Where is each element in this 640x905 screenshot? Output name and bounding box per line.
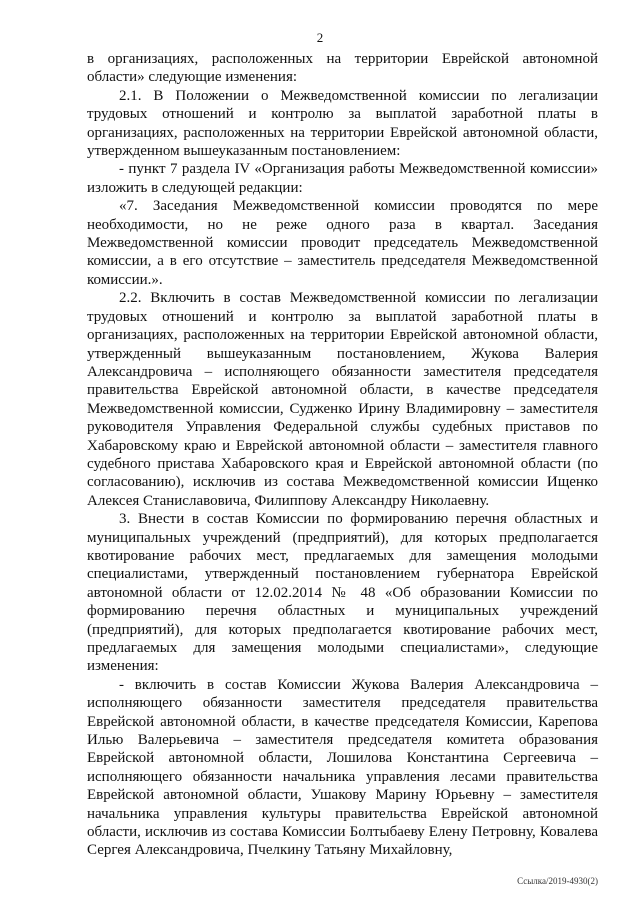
paragraph-2-2: 2.2. Включить в состав Межведомственной комиссии по легализации трудовых отношений и контролю за выплатой заработной платы в организациях, расположенных на территории Еврейской автономной области, утвержденный вышеуказанным постановлением, Жукова Валерия Александровича – исполняющего обязанности заместителя председателя правительства Еврейской автономной области, в качестве председателя Межведомственной комиссии, Судженко Ирину Владимировну – заместителя руководителя Управления Федеральной службы судебных приставов по Хабаровскому краю и Еврейской автономной области – заместителя главного судебного пристава Хабаровского края и Еврейской автономной области (по согласованию), исключив из состава Межведомственной комиссии Ищенко Алексея Станиславовича, Филиппову Александру Николаевну. [87, 290, 598, 509]
paragraph-3: 3. Внести в состав Комиссии по формированию перечня областных и муниципальных учреждений (предприятий), для которых предполагается квотирование рабочих мест, предлагаемых для замещения молодыми специалистами, утвержденный постановлением губернатора Еврейской автономной области от 12.02.2014 № 48 «Об образовании Комиссии по формированию перечня областных и муниципальных учреждений (предприятий), для которых предполагается квотирование рабочих мест, предлагаемых для замещения молодыми специалистами», следующие изменения: [87, 511, 598, 675]
paragraph-2-1: 2.1. В Положении о Межведомственной комиссии по легализации трудовых отношений и контролю за выплатой заработной платы в организациях, расположенных на территории Еврейской автономной области, утвержденном вышеуказанным постановлением: [87, 87, 598, 160]
paragraph-intro: в организациях, расположенных на территории Еврейской автономной области» следующие изменения: [87, 51, 598, 86]
paragraph-item-7: - пункт 7 раздела IV «Организация работы Межведомственной комиссии» изложить в следующей редакции: [87, 161, 598, 196]
paragraph-quote-7: «7. Заседания Межведомственной комиссии проводятся по мере необходимости, но не реже одного раза в квартал. Заседания Межведомственной комиссии проводит председатель Межведомственной комиссии, а в его отсутствие – заместитель председателя Межведомственной комиссии.». [87, 198, 598, 288]
document-body [87, 50, 598, 860]
document-code: Ссылка/2019-4930(2) [517, 876, 598, 886]
page-number: 2 [316, 30, 324, 45]
paragraph-include-list: - включить в состав Комиссии Жукова Валерия Александровича – исполняющего обязанности заместителя председателя правительства Еврейской автономной области, в качестве председателя Комиссии, Карепова Илью Валерьевича – заместителя председателя комитета образования Еврейской автономной области, Лошилова Константина Сергеевича – исполняющего обязанности начальника управления лесами правительства Еврейской автономной области, Ушакову Марину Юрьевну – заместителя начальника управления культуры правительства Еврейской автономной области, исключив из состава Комиссии Болтыбаеву Елену Петровну, Ковалева Сергея Александровича, Пчелкину Татьяну Михайловну, [87, 676, 598, 859]
